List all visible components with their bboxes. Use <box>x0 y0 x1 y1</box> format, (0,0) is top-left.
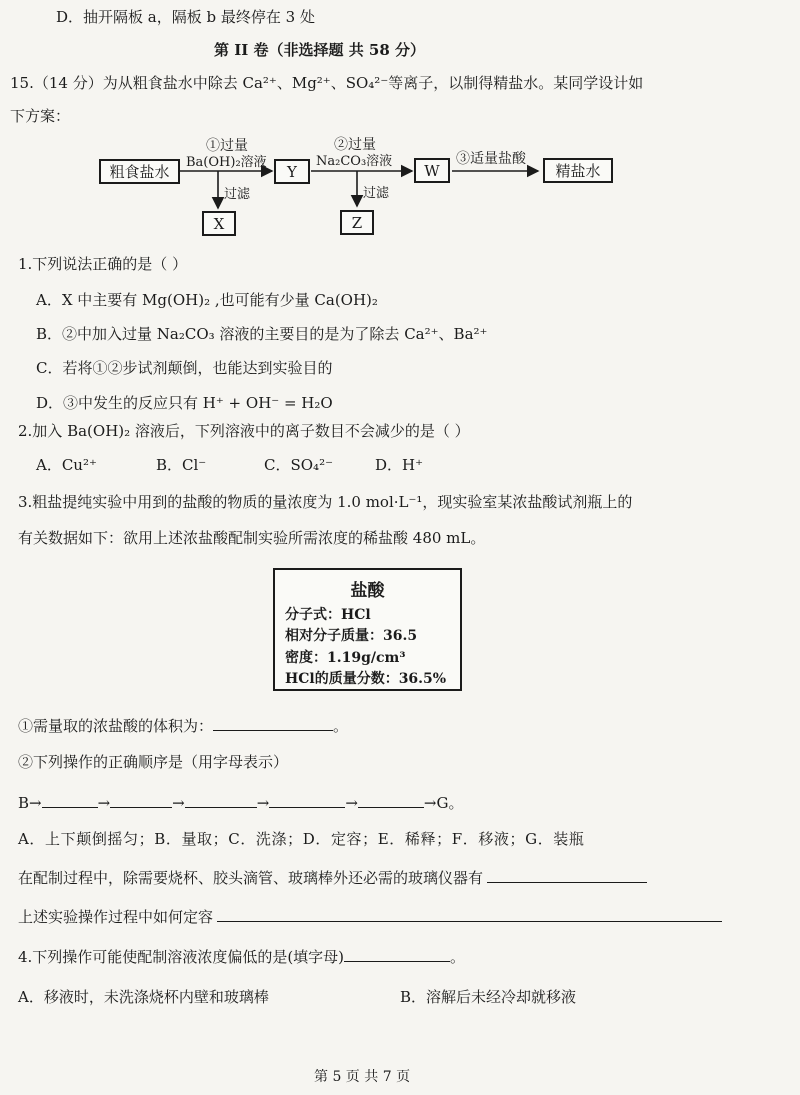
sub3-order-question: ②下列操作的正确顺序是（用字母表示） <box>18 753 289 771</box>
q15-intro-line2: 下方案： <box>10 107 71 125</box>
sub2-option-b: B．Cl⁻ <box>156 456 207 474</box>
order-end: →G。 <box>423 794 464 812</box>
operations-list: A．上下颠倒摇匀；B．量取；C．洗涤；D．定容；E．稀释；F．移液；G．装瓶 <box>18 830 585 848</box>
flow-step1-reagent: Ba(OH)₂溶液 <box>186 155 267 170</box>
q15-intro-line1: 15.（14 分）为从粗食盐水中除去 Ca²⁺、Mg²⁺、SO₄²⁻等离子，以制得精盐水。某同学设计如 <box>10 74 644 92</box>
instruments-question <box>18 867 647 888</box>
order-blank-4[interactable] <box>269 793 345 808</box>
volume-answer-blank[interactable] <box>213 716 333 731</box>
volume-question-end: 。 <box>333 717 349 735</box>
order-blank-1[interactable] <box>42 793 98 808</box>
sub1-option-d: D．③中发生的反应只有 H⁺ + OH⁻ = H₂O <box>36 394 333 412</box>
flow-arrows <box>0 0 800 260</box>
sub4-question-end: 。 <box>450 948 466 966</box>
sub4-option-a: A．移液时，未洗涤烧杯内壁和玻璃棒 <box>18 988 269 1006</box>
sub2-option-d: D．H⁺ <box>375 456 424 474</box>
label-molar-mass: 相对分子质量：36.5 <box>285 628 418 644</box>
sub1-question: 1.下列说法正确的是（ ） <box>18 255 188 273</box>
sub1-option-b: B．②中加入过量 Na₂CO₃ 溶液的主要目的是为了除去 Ca²⁺、Ba²⁺ <box>36 325 488 343</box>
flow-box-w: W <box>414 158 450 183</box>
sub3-line2: 有关数据如下：欲用上述浓盐酸配制实验所需浓度的稀盐酸 480 mL。 <box>18 529 486 547</box>
flow-step3: ③适量盐酸 <box>456 151 526 167</box>
label-density: 密度：1.19g/cm³ <box>285 650 406 666</box>
order-arrow-2: → <box>172 794 185 812</box>
sub2-option-c: C．SO₄²⁻ <box>264 456 333 474</box>
flow-box-z: Z <box>340 210 374 235</box>
flow-step2-reagent: Na₂CO₃溶液 <box>316 154 393 169</box>
volume-question-text: ①需量取的浓盐酸的体积为： <box>18 717 214 735</box>
label-mass-fraction: HCl的质量分数：36.5% <box>285 671 447 687</box>
fix-volume-question-text: 上述实验操作过程中如何定容 <box>18 908 214 926</box>
order-blank-5[interactable] <box>358 793 424 808</box>
sub3-volume-question <box>18 715 348 736</box>
flow-step2-top: ②过量 <box>334 137 376 153</box>
sub4-question-text: 4.下列操作可能使配制溶液浓度偏低的是(填字母) <box>18 948 345 966</box>
instruments-question-text: 在配制过程中，除需要烧杯、胶头滴管、玻璃棒外还必需的玻璃仪器有 <box>18 869 484 887</box>
order-blank-2[interactable] <box>110 793 172 808</box>
flow-step1-top: ①过量 <box>206 138 248 154</box>
flow-box-x: X <box>202 211 236 236</box>
section-title: 第 II 卷（非选择题 共 58 分） <box>214 41 426 59</box>
sub4-question <box>18 946 465 967</box>
flow-filter1: 过滤 <box>224 187 251 202</box>
reagent-label-card <box>273 568 462 691</box>
order-start: B→ <box>18 794 42 812</box>
label-formula: 分子式：HCl <box>285 607 371 623</box>
sub4-option-b: B．溶解后未经冷却就移液 <box>400 988 577 1006</box>
flow-box-y: Y <box>274 159 310 184</box>
top-option-d: D．抽开隔板 a，隔板 b 最终停在 3 处 <box>56 8 315 26</box>
label-title: 盐酸 <box>350 581 385 601</box>
fix-volume-question <box>18 906 722 927</box>
order-arrow-4: → <box>345 794 358 812</box>
sub4-answer-blank[interactable] <box>344 947 450 962</box>
sub1-option-a: A．X 中主要有 Mg(OH)₂ ,也可能有少量 Ca(OH)₂ <box>36 291 378 309</box>
sub2-question: 2.加入 Ba(OH)₂ 溶液后，下列溶液中的离子数目不会减少的是（ ） <box>18 422 470 440</box>
fix-volume-answer-blank[interactable] <box>217 907 722 922</box>
sub3-line1: 3.粗盐提纯实验中用到的盐酸的物质的量浓度为 1.0 mol·L⁻¹，现实验室某浓盐酸试剂瓶上的 <box>18 493 633 511</box>
instruments-answer-blank[interactable] <box>487 868 647 883</box>
order-arrow-1: → <box>97 794 111 812</box>
order-arrow-3: → <box>256 794 270 812</box>
order-blank-3[interactable] <box>185 793 257 808</box>
flow-box-end: 精盐水 <box>543 158 613 183</box>
flow-box-start: 粗食盐水 <box>99 159 180 184</box>
sub2-option-a: A．Cu²⁺ <box>36 456 97 474</box>
sub1-option-c: C．若将①②步试剂颠倒，也能达到实验目的 <box>36 359 333 377</box>
page-footer: 第 5 页 共 7 页 <box>314 1069 411 1085</box>
order-line <box>18 792 463 813</box>
flow-filter2: 过滤 <box>363 186 390 201</box>
